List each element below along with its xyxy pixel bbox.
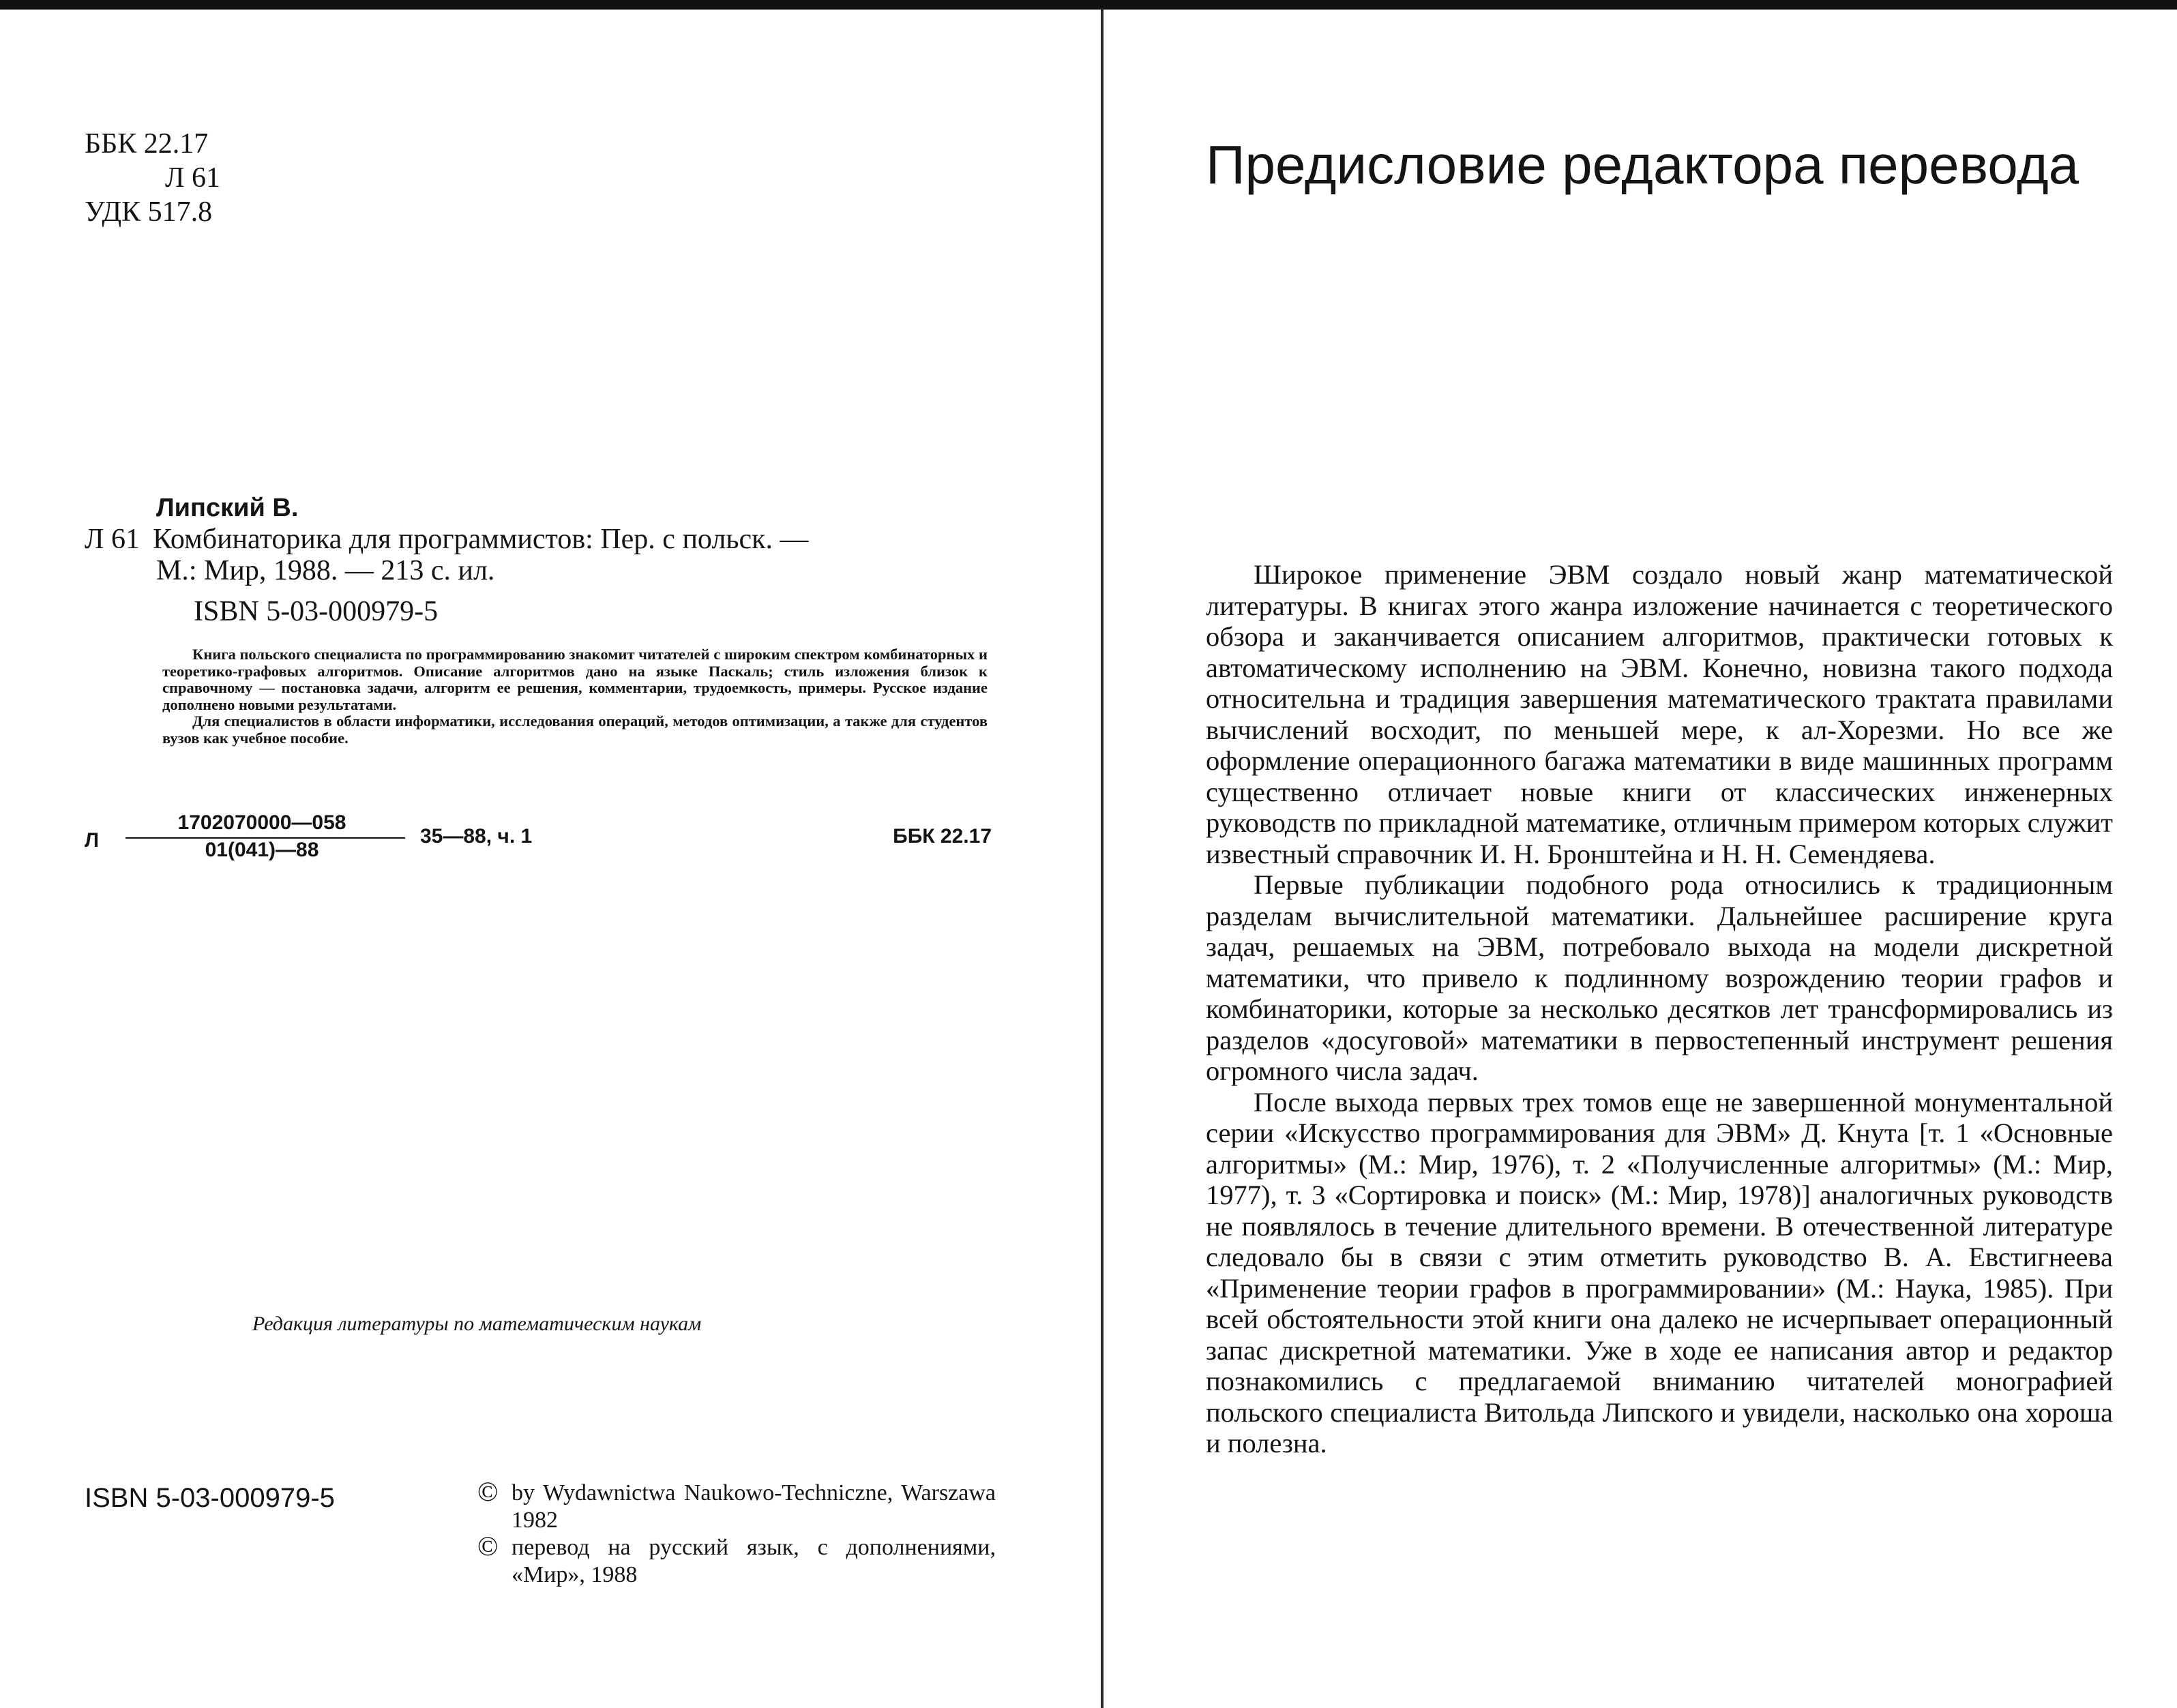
preface-body (1206, 559, 2113, 1459)
classification-block (85, 127, 220, 229)
annotation-paragraph: Книга польского специалиста по программированию знакомит читателей с широким спектром комбинаторных и теоретико-графовых алгоритмов. Описание алгоритмов дано на языке Паскаль; стиль изложения близок к справочному — постановка задачи, алгоритм ее решения, комментарии, трудоемкость, примеры. Русское издание дополнено новыми результатами. (162, 646, 988, 713)
entry-code: Л 61 (85, 524, 140, 555)
entry-title-line2: М.: Мир, 1988. — 213 с. ил. (156, 555, 495, 586)
author-mark: Л 61 (165, 162, 220, 194)
classifier-middle: 35—88, ч. 1 (420, 825, 533, 848)
entry-author: Липский В. (156, 494, 299, 522)
preface-paragraph: Широкое применение ЭВМ создало новый жанр математической литературы. В книгах этого жанра изложение начинается с теоретического обзора и заканчивается описанием алгоритмов, практически готовых к автоматическому исполнению на ЭВМ. Конечно, новизна такого подхода относительна и традиция завершения математического трактата правилами вычислений восходит, по меньшей мере, к ал-Хорезми. Но все же оформление операционного багажа математики в виде машинных программ существенно отличает новые книги от классических инженерных руководств по прикладной математике, отличным примером которых служит известный справочник И. Н. Бронштейна и Н. Н. Семендяева. (1206, 559, 2113, 869)
bbk-code: ББК 22.17 (85, 128, 209, 160)
classifier-formula (85, 811, 992, 860)
top-border (0, 0, 2177, 10)
copyright-line (477, 1476, 996, 1534)
udk-code: УДК 517.8 (85, 196, 213, 228)
copyright-symbol: © (477, 1476, 499, 1507)
copyright-line (477, 1531, 996, 1589)
page-title: Предисловие редактора перевода (1206, 134, 2079, 195)
copyright-text: by Wydawnictwa Naukowo-Techniczne, Warszawa 1982 (512, 1480, 996, 1533)
classifier-numerator: 1702070000—058 (177, 811, 346, 834)
preface-paragraph: Первые публикации подобного рода относились к традиционным разделам вычислительной математики. Дальнейшее расширение круга задач, решаемых на ЭВМ, потребовало выхода на модели дискретной математики, что привело к подлинному возрождению теории графов и комбинаторики, которые за несколько десятков лет трансформировались из разделов «досуговой» математики в первостепенный инструмент решения огромного числа задач. (1206, 869, 2113, 1086)
annotation (162, 646, 988, 747)
edition-note: Редакция литературы по математическим наукам (252, 1313, 702, 1335)
preface-paragraph: После выхода первых трех томов еще не завершенной монументальной серии «Искусство программирования для ЭВМ» Д. Кнута [т. 1 «Основные алгоритмы» (М.: Мир, 1976), т. 2 «Получисленные алгоритмы» (М.: Мир, 1977), т. 3 «Сортировка и поиск» (М.: Мир, 1978)] аналогичных руководств не появлялось в течение длительного времени. В отечественной литературе следовало бы в связи с этим отметить руководство В. А. Евстигнеева «Применение теории графов в программировании» (М.: Наука, 1985). При всей обстоятельности этой книги она далеко не исчерпывает операционный запас дискретной математики. Уже в ходе ее написания автор и редактор познакомились с предлагаемой вниманию читателей монографией польского специалиста Витольда Липского и увидели, насколько она хороша и полезна. (1206, 1086, 2113, 1458)
copyright-symbol: © (477, 1531, 499, 1561)
isbn-bottom: ISBN 5-03-000979-5 (85, 1483, 335, 1513)
classifier-bbk: ББК 22.17 (893, 825, 992, 848)
copyright-text: перевод на русский язык, с дополнениями, «Мир», 1988 (512, 1535, 996, 1587)
book-spine (1101, 10, 1104, 1708)
bibliographic-entry (85, 492, 992, 627)
annotation-paragraph: Для специалистов в области информатики, исследования операций, методов оптимизации, а также для студентов вузов как учебное пособие. (162, 713, 988, 747)
entry-isbn: ISBN 5-03-000979-5 (194, 596, 439, 627)
copyright-block (477, 1476, 996, 1589)
entry-title-line1: Комбинаторика для программистов: Пер. с польск. — (153, 524, 809, 555)
classifier-denominator: 01(041)—88 (205, 839, 319, 861)
classifier-letter: Л (85, 829, 100, 852)
